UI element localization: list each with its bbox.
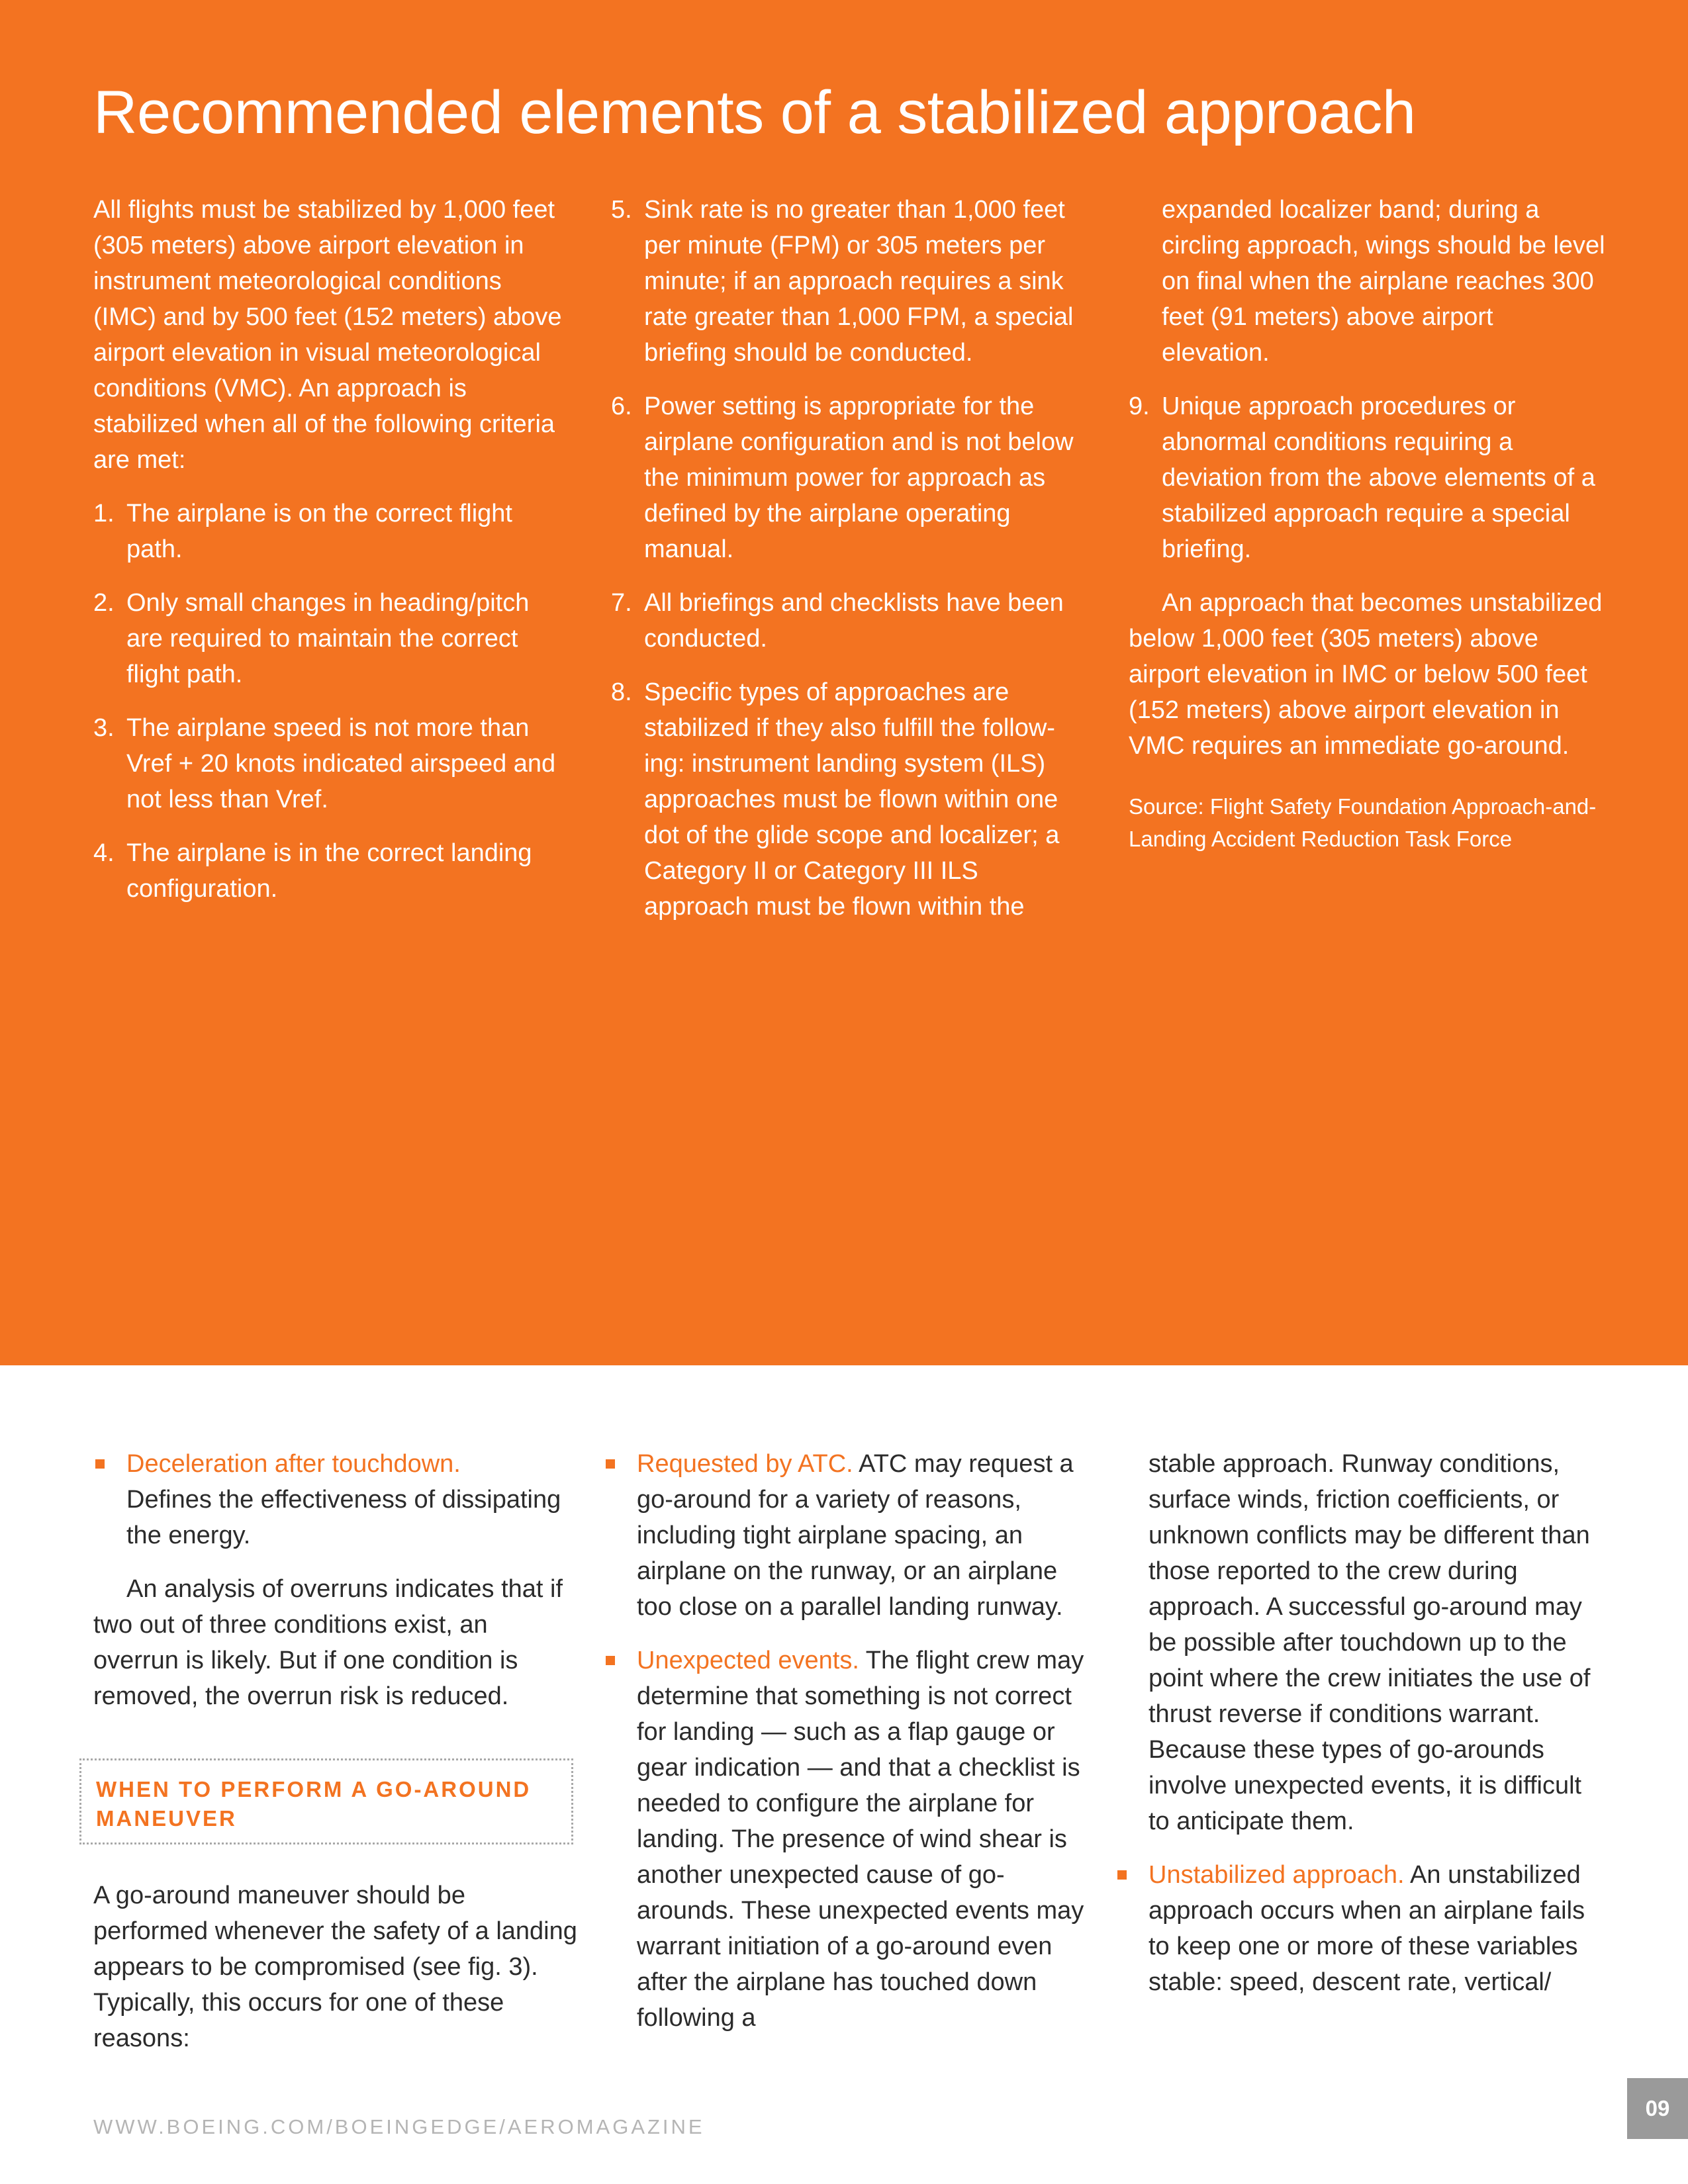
criteria-item: 7. All briefings and checklists have been conducted. — [611, 589, 1064, 653]
bullet-square-icon — [606, 1459, 615, 1469]
panel-title: Recommended elements of a stabilized approach — [93, 79, 1416, 146]
bullet-label: Unexpected events. — [637, 1647, 859, 1674]
panel-column-1 — [93, 192, 570, 925]
sidebar-box — [79, 1758, 573, 1844]
criteria-item: 8. Specific types of approaches are stabilized if they also fulfill the follow-ing: instrument landing system (ILS) approaches must be flown within one dot of the glide scope and localizer; a Category II or Category III ILS approach must be flown within the — [611, 678, 1060, 921]
bullet-text: The flight crew may determine that something is not correct for landing — such as a flap gauge or gear indication — and that a checklist is needed to configure the airplane for landing. The presence of wind shear is another unexpected cause of go-arounds. These unexpected events may warrant initiation of a go-around even after the airplane has touched down following a — [637, 1647, 1084, 2032]
criteria-item: 2. Only small changes in heading/pitch are required to maintain the correct flight path. — [93, 589, 530, 688]
criteria-item-continued: expanded localizer band; during a circling approach, wings should be level on final when the airplane reaches 300 feet (91 meters) above airport elevation. — [1162, 196, 1605, 367]
bullet-label: Requested by ATC. — [637, 1450, 853, 1478]
criteria-item: 1. The airplane is on the correct flight path. — [93, 500, 512, 563]
paragraph: An analysis of overruns indicates that if two out of three conditions exist, an overrun is likely. But if one condition is removed, the overrun risk is reduced. — [93, 1575, 563, 1710]
bullet-label: Unstabilized approach. — [1149, 1861, 1405, 1889]
criteria-item: 4. The airplane is in the correct landing configuration. — [93, 839, 532, 903]
paragraph: A go-around maneuver should be performed whenever the safety of a landing appears to be compromised (see fig. 3). Typically, this occurs for one of these reasons: — [93, 1882, 577, 2052]
criteria-list — [1129, 388, 1605, 567]
bullet-square-icon — [95, 1459, 105, 1469]
bullet-square-icon — [606, 1656, 615, 1665]
panel-intro: All flights must be stabilized by 1,000 feet (305 meters) above airport elevation in instrument meteorological conditions (IMC) and by 500 feet (152 meters) above airport elevation in visual meteorological conditions (VMC). An approach is stabilized when all of the following criteria are met: — [93, 196, 562, 474]
bullet-text: An unstabilized approach occurs when an airplane fails to keep one or more of these variables stable: speed, descent rate, vertical/ — [1149, 1861, 1585, 1996]
list-item — [604, 1446, 1094, 1625]
body-column-2 — [604, 1446, 1094, 2054]
list-item — [1115, 1857, 1605, 2000]
paragraph-continued: stable approach. Runway conditions, surface winds, friction coefficients, or unknown conflicts may be different than those reported to the crew during approach. A successful go-around may be possible after touchdown up to the point where the crew initiates the use of thrust reverse if conditions warrant. Because these types of go-arounds involve unexpected events, it is difficult to anticipate them. — [1149, 1450, 1591, 1835]
criteria-item: 5. Sink rate is no greater than 1,000 feet per minute (FPM) or 305 meters per minute; if an approach requires a sink rate greater than 1,000 FPM, a special briefing should be conducted. — [611, 196, 1074, 367]
sidebar-heading: WHEN TO PERFORM A GO-AROUND MANEUVER — [96, 1777, 532, 1831]
panel-column-2 — [611, 192, 1088, 942]
list-item — [93, 1446, 570, 1553]
bullet-text: Defines the effectiveness of dissipating the energy. — [126, 1486, 561, 1549]
body-column-3 — [1115, 1446, 1605, 2018]
bullet-square-icon — [1117, 1870, 1127, 1880]
panel-column-3 — [1129, 192, 1605, 855]
criteria-list — [611, 192, 1088, 925]
criteria-list — [93, 496, 570, 907]
bullet-label: Deceleration after touchdown. — [126, 1450, 461, 1478]
panel-source: Source: Flight Safety Foundation Approach-and-Landing Accident Reduction Task Force — [1129, 794, 1597, 851]
body-column-1-lower — [93, 1878, 583, 2056]
criteria-item: 3. The airplane speed is not more than Vref + 20 knots indicated airspeed and not less than Vref. — [93, 714, 556, 813]
page-number-badge: 09 — [1627, 2078, 1688, 2139]
footer-url: WWW.BOEING.COM/BOEINGEDGE/AEROMAGAZINE — [93, 2115, 705, 2138]
bullet-text: ATC may request a go-around for a variety of reasons, including tight airplane spacing, an airplane on the runway, or an airplane too close on a parallel landing runway. — [637, 1450, 1074, 1621]
panel-conclusion: An approach that becomes unstabilized below 1,000 feet (305 meters) above airport elevation in IMC or below 500 feet (152 meters) above airport elevation in VMC requires an immediate go-around. — [1129, 589, 1603, 760]
criteria-item: 6. Power setting is appropriate for the airplane configuration and is not below the minimum power for approach as defined by the airplane operating manual. — [611, 392, 1074, 563]
list-item — [604, 1643, 1094, 2036]
criteria-item: 9. Unique approach procedures or abnormal conditions requiring a deviation from the above elements of a stabilized approach require a special briefing. — [1129, 392, 1595, 563]
body-column-1 — [93, 1446, 570, 1714]
